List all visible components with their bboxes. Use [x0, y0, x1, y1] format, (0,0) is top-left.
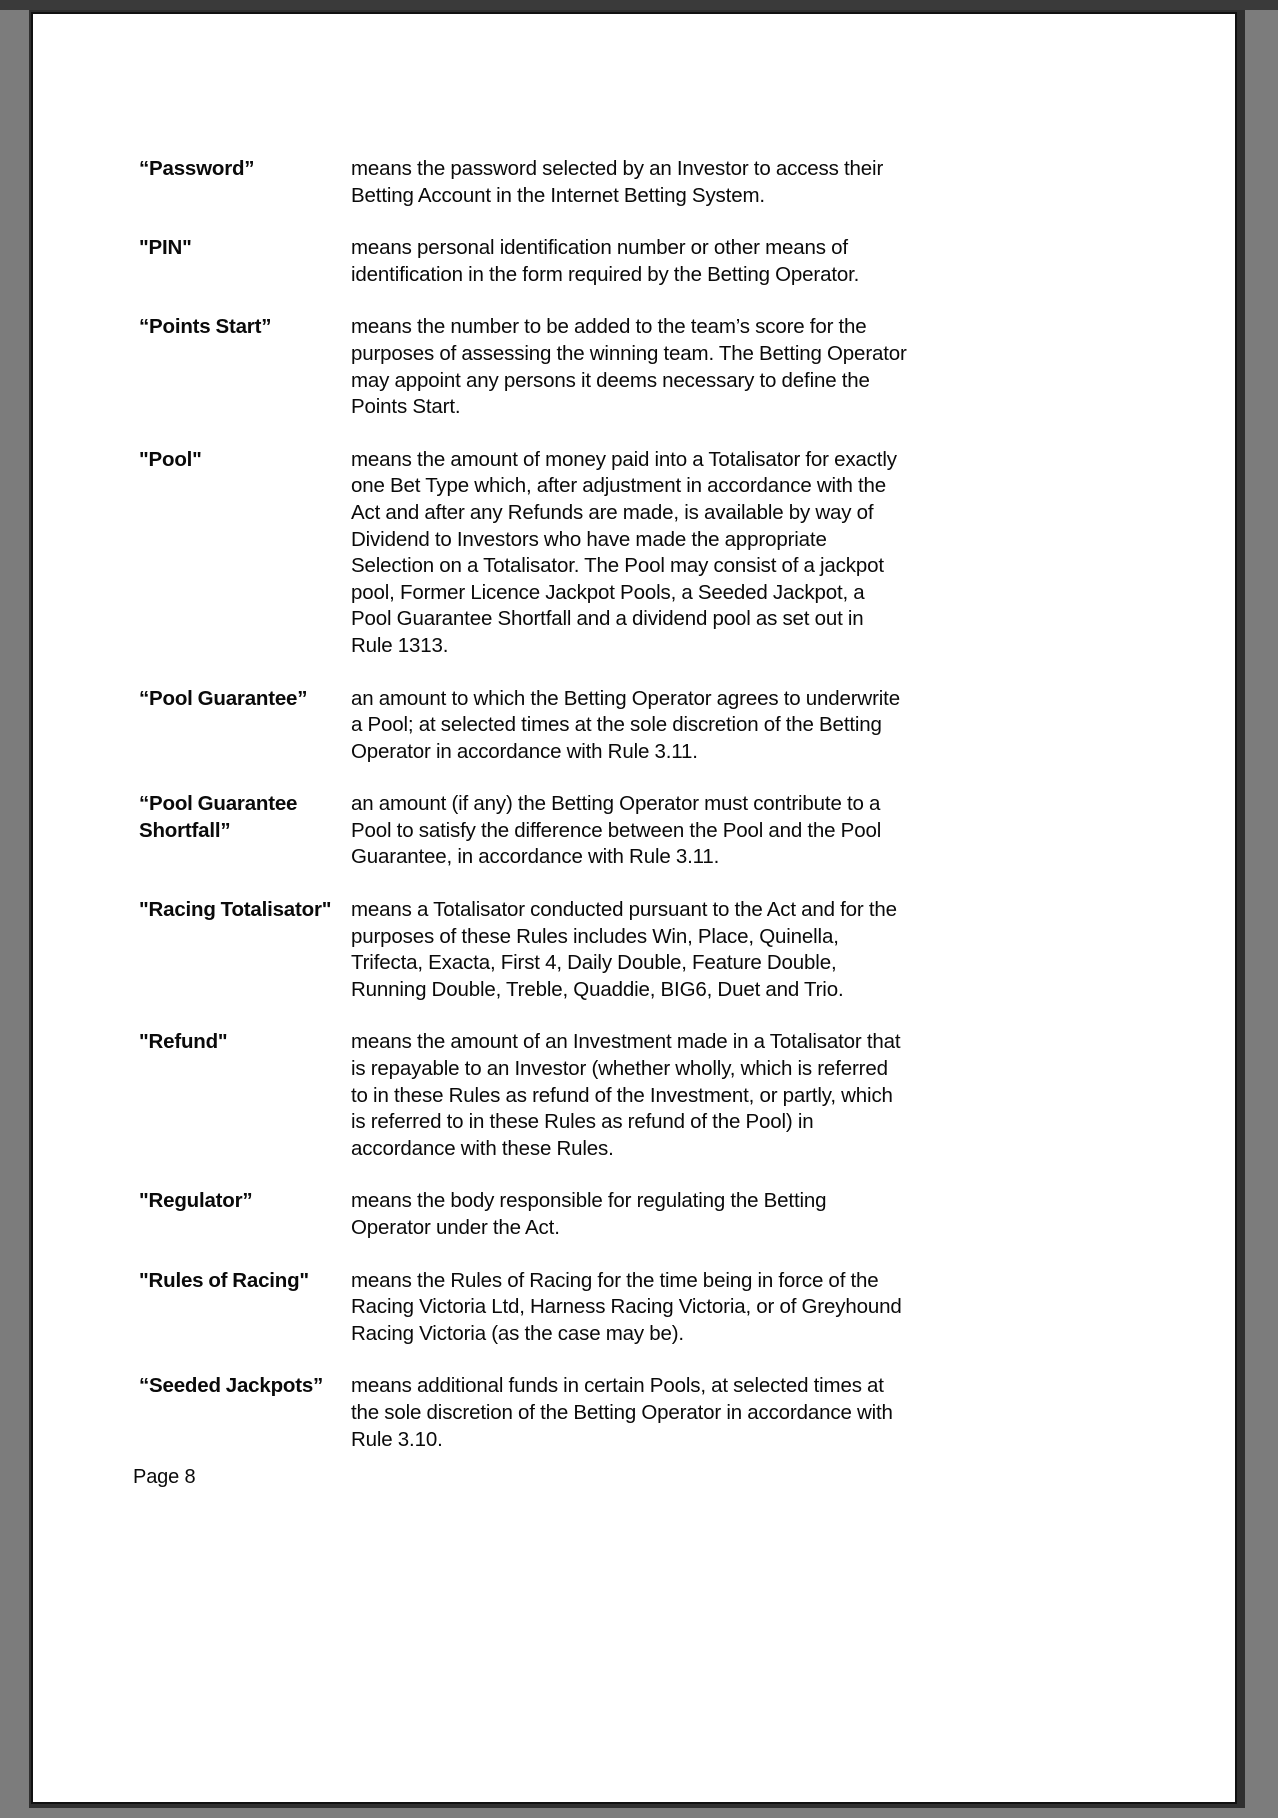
- definition-term: "Racing Totalisator": [139, 898, 332, 922]
- definition-term: "PIN": [139, 236, 192, 260]
- definition-term: “Points Start”: [139, 315, 272, 339]
- definition-row: [139, 791, 1139, 871]
- definition-row: [139, 156, 1139, 209]
- page-number-footer: Page 8: [133, 1466, 196, 1488]
- definition-term: “Password”: [139, 157, 255, 180]
- definition-text: means a Totalisator conducted pursuant to the Act and for the purposes of these Rules includes Win, Place, Quinella, Trifecta, Exacta, First 4, Daily Double, Feature Double, Running Double, Treble, Quaddie, BIG6, Duet and Trio.: [351, 898, 897, 1001]
- definition-row: [139, 447, 1139, 660]
- definition-term: “Pool Guarantee”: [139, 686, 308, 710]
- definitions-list: [139, 156, 1139, 1479]
- definition-row: [139, 1373, 1139, 1453]
- definition-term: “Seeded Jackpots”: [139, 1374, 324, 1398]
- definition-term: "Rules of Racing": [139, 1268, 309, 1292]
- definition-text: an amount to which the Betting Operator agrees to underwrite a Pool; at selected times at the sole discretion of the Betting Operator in accordance with Rule 3.11.: [351, 686, 900, 763]
- definition-row: [139, 1188, 1139, 1241]
- definition-text: an amount (if any) the Betting Operator must contribute to a Pool to satisfy the difference between the Pool and the Pool Guarantee, in accordance with Rule 3.11.: [351, 792, 882, 869]
- definition-term: "Pool": [139, 447, 202, 471]
- definition-row: [139, 897, 1139, 1003]
- definition-term: "Regulator”: [139, 1189, 253, 1213]
- definition-text: means the Rules of Racing for the time being in force of the Racing Victoria Ltd, Harness Racing Victoria, or of Greyhound Racing Victoria (as the case may be).: [351, 1268, 902, 1345]
- page-content-area: [33, 14, 1235, 1802]
- definition-text: means the number to be added to the team’s score for the purposes of assessing the winning team. The Betting Operator may appoint any persons it deems necessary to define the Points Start.: [351, 315, 907, 419]
- definition-term: “Pool Guarantee Shortfall”: [139, 792, 298, 842]
- definition-row: [139, 314, 1139, 420]
- definition-row: [139, 1268, 1139, 1348]
- definition-text: means the amount of an Investment made in a Totalisator that is repayable to an Investor (whether wholly, which is referred to in these Rules as refund of the Investment, or partly, which is referred to in these Rules as refund of the Pool) in accordance with these Rules.: [351, 1030, 901, 1160]
- definition-row: [139, 1029, 1139, 1162]
- scan-top-edge-bar: [0, 0, 1278, 10]
- definition-row: [139, 686, 1139, 766]
- definition-text: means the amount of money paid into a Totalisator for exactly one Bet Type which, after adjustment in accordance with the Act and after any Refunds are made, is available by way of Dividend to Investors who have made the appropriate Selection on a Totalisator. The Pool may consist of a jackpot pool, Former Licence Jackpot Pools, a Seeded Jackpot, a Pool Guarantee Shortfall and a dividend pool as set out in Rule 1313.: [351, 447, 897, 657]
- definition-text: means the password selected by an Investor to access their Betting Account in the Internet Betting System.: [351, 157, 884, 207]
- document-page: [31, 12, 1237, 1804]
- definition-term: "Refund": [139, 1030, 228, 1054]
- definition-text: means the body responsible for regulating the Betting Operator under the Act.: [351, 1189, 827, 1239]
- definition-text: means additional funds in certain Pools, at selected times at the sole discretion of the Betting Operator in accordance with Rule 3.10.: [351, 1374, 893, 1451]
- definition-text: means personal identification number or other means of identification in the form required by the Betting Operator.: [351, 236, 860, 286]
- definition-row: [139, 235, 1139, 288]
